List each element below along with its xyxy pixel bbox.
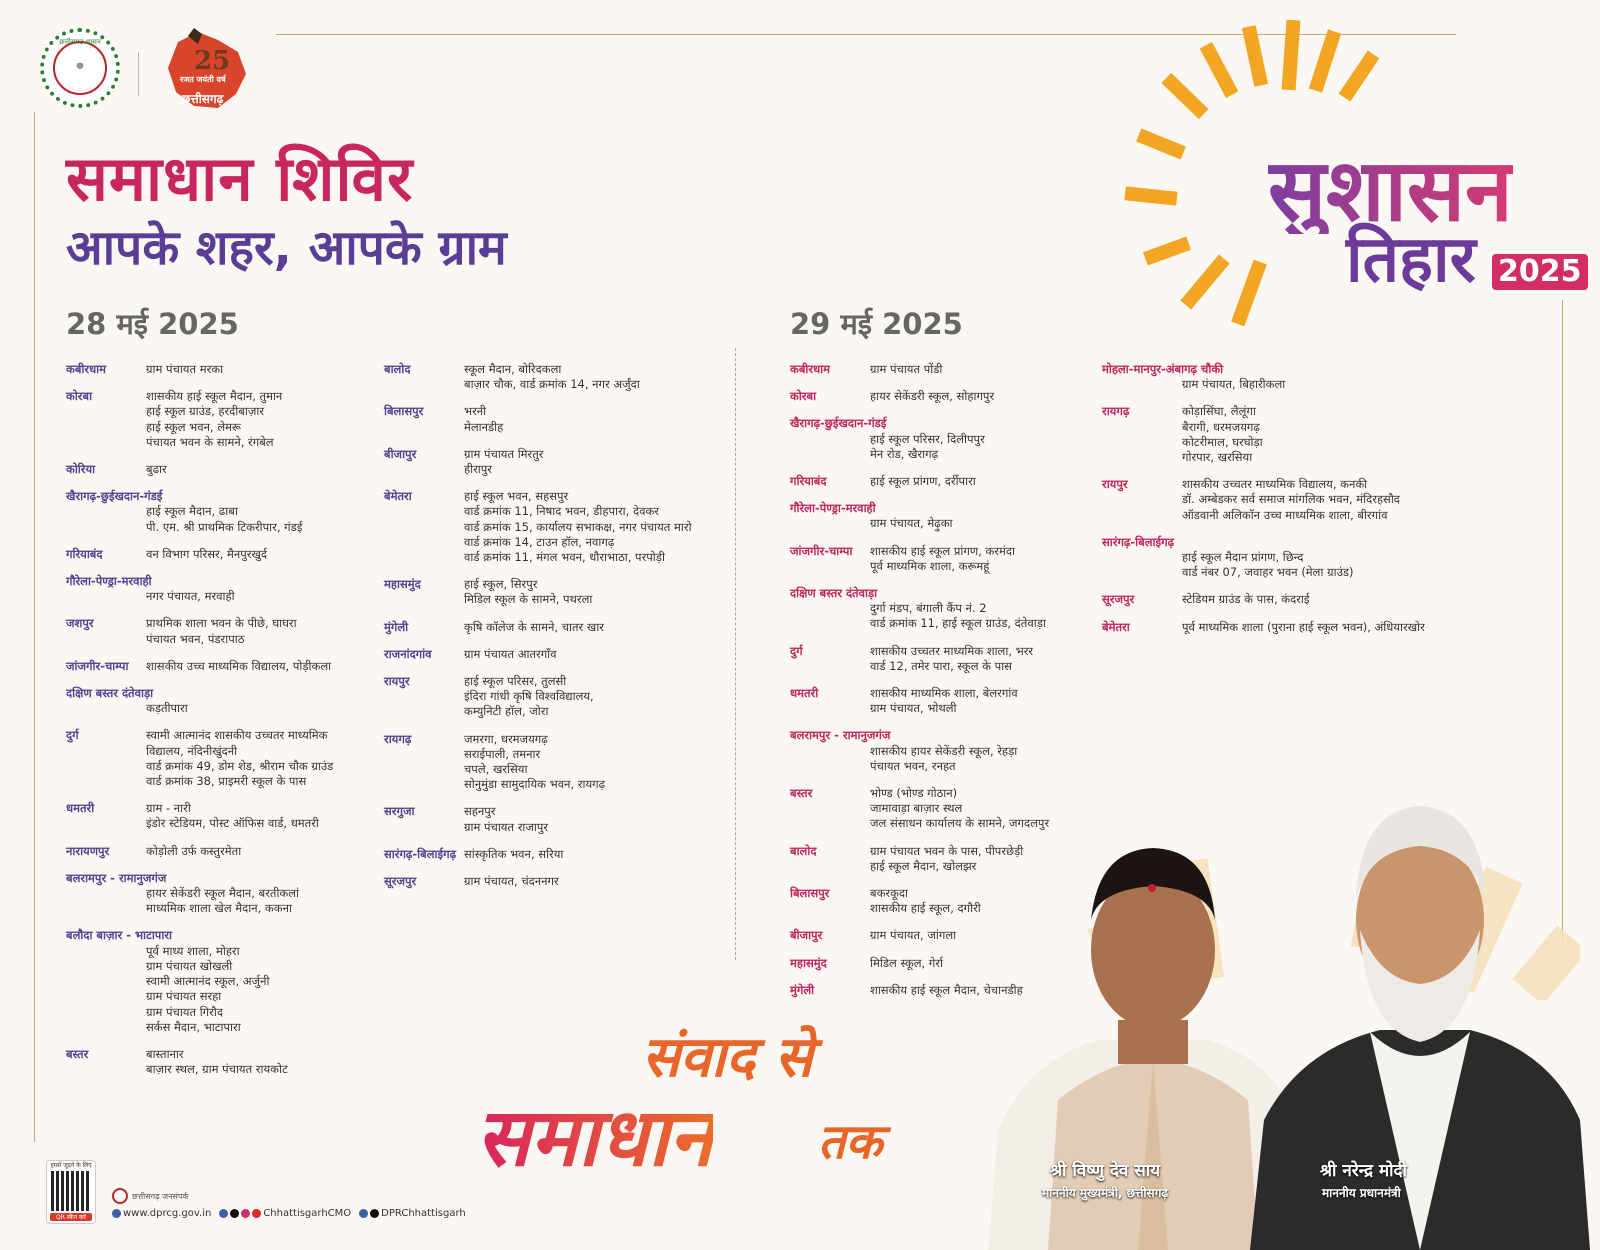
pm-name: श्री नरेन्द्र मोदी: [1320, 1161, 1407, 1181]
venue-list: [464, 647, 724, 662]
venue-list: [870, 389, 1090, 404]
venue-list: [790, 432, 1090, 462]
district-name: खैरागढ़-छुईखदान-गंडई: [790, 416, 887, 431]
venue-list: [790, 516, 1090, 531]
venue-item: ग्राम पंचायत, भोथली: [870, 701, 957, 716]
slogan-line-2: समाधान: [476, 1091, 713, 1184]
venue-item: हाई स्कूल मैदान प्रांगण, छिन्द: [1182, 550, 1304, 565]
jansampark-text: छत्तीसगढ़ जनसंपर्क: [132, 1191, 189, 1201]
venue-list: [1182, 620, 1482, 635]
venue-list: [464, 674, 724, 720]
chhattisgarh-emblem-logo: [40, 28, 120, 108]
venue-list: [464, 620, 724, 635]
venue-item: मेलानडीह: [464, 419, 504, 434]
venue-item: ग्राम पंचायत पोंडी: [870, 362, 943, 376]
venue-item: वन विभाग परिसर, मैनपुरखुर्द: [146, 546, 268, 561]
venue-item: शासकीय हाई स्कूल मैदान, चेचानडीह: [870, 982, 1023, 997]
venue-list: [870, 474, 1090, 489]
qr-scan-label: QR स्कैन करें: [50, 1213, 92, 1221]
venue-item: भोण्ड (भोण्ड गोठान): [870, 786, 958, 801]
district-name: राजनांदगांव: [384, 646, 432, 661]
venue-item: भरनी: [464, 404, 487, 419]
schedule-entry: [66, 362, 366, 377]
venue-item: ग्राम पंचायत मिरतुर: [464, 446, 544, 461]
venue-list: [464, 362, 724, 392]
schedule-entry: [790, 389, 1090, 404]
venue-list: [464, 874, 724, 889]
schedule-entry: [66, 462, 366, 477]
schedule-entry: [1102, 620, 1482, 635]
rajat-jayanti-logo: [158, 22, 254, 114]
venue-list: [870, 362, 1090, 377]
pm-title: माननीय प्रधानमंत्री: [1322, 1186, 1401, 1200]
venue-item: शासकीय हायर सेकेंडरी स्कूल, रेहड़ा: [870, 743, 1018, 758]
venue-list: [870, 786, 1090, 832]
venue-list: [146, 389, 366, 450]
schedule-entry: [66, 659, 366, 674]
schedule-entry: [1102, 535, 1482, 581]
district-name: बेमेतरा: [384, 489, 412, 504]
district-name: गरियाबंद: [66, 546, 103, 561]
venue-item: कड़तीपारा: [146, 701, 188, 716]
venue-item: स्वामी आत्मानंद शासकीय उच्चतर माध्यमिक: [146, 728, 328, 743]
venue-item: ग्राम पंचायत, मेढ़ुका: [870, 516, 953, 531]
column-divider: [735, 348, 736, 960]
venue-list: [66, 886, 366, 916]
venue-list: [1102, 550, 1482, 580]
district-name: गौरेला-पेण्ड्रा-मरवाही: [790, 501, 876, 516]
schedule-entry: [384, 732, 724, 793]
schedule-entry: [66, 801, 366, 831]
schedule-entry: [384, 447, 724, 477]
venue-item: वार्ड क्रमांक 14, टाउन हॉल, नवागढ़: [464, 534, 615, 549]
website-text: www.dprcg.gov.in: [123, 1208, 212, 1219]
qr-top-label: हमसे जुड़ने के लिए: [50, 1162, 92, 1169]
emblem-center-icon: ☸: [53, 41, 107, 95]
venue-list: [870, 644, 1090, 674]
venue-item: मेन रोड, खैरागढ़: [870, 446, 939, 461]
schedule-entry: [790, 586, 1090, 632]
venue-list: [146, 801, 366, 831]
district-name: कोरबा: [790, 389, 817, 404]
schedule-entry: [66, 616, 366, 646]
venue-list: [1182, 477, 1482, 523]
district-name: बिलासपुर: [790, 886, 830, 901]
schedule-entry: [66, 928, 366, 1034]
venue-item: शासकीय माध्यमिक शाला, बेलरगांव: [870, 686, 1018, 701]
logo-25-number: 25: [194, 46, 231, 76]
venue-item: ग्राम - नारी: [146, 801, 191, 816]
venue-item: डॉ. अम्बेडकर सर्व समाज मांगलिक भवन, मंदिरहसौद: [1182, 492, 1400, 507]
district-name: बलरामपुर - रामानुजगंज: [66, 870, 167, 885]
venue-item: सर्कस मैदान, भाटापारा: [146, 1019, 241, 1034]
cmo-handle-text: ChhattisgarhCMO: [263, 1208, 352, 1219]
schedule-entry: [66, 844, 366, 859]
venue-item: ग्राम पंचायत भवन के पास, पीपरछेड़ी: [870, 843, 1024, 858]
venue-item: ग्राम पंचायत गिरौद: [146, 1004, 223, 1019]
schedule-entry: [66, 574, 366, 604]
schedule-entry: [790, 474, 1090, 489]
sub-title: आपके शहर, आपके ग्राम: [66, 220, 507, 276]
district-name: गरियाबंद: [790, 474, 827, 489]
venue-item: ग्राम पंचायत मरका: [146, 362, 224, 376]
schedule-entry: [66, 1047, 366, 1077]
venue-item: मिडिल स्कूल, गेर्रा: [870, 955, 944, 970]
day1-column-2: [384, 362, 724, 901]
district-name: कबीरधाम: [790, 362, 831, 376]
schedule-entry: [384, 577, 724, 607]
jansampark-logo: [112, 1188, 189, 1204]
venue-item: चपले, खरसिया: [464, 762, 528, 777]
venue-item: हाई स्कूल ग्राउंड, हरदीबाज़ार: [146, 404, 265, 419]
venue-item: बाज़ार स्थल, ग्राम पंचायत रायकोट: [146, 1062, 288, 1077]
venue-item: शासकीय उच्च माध्यमिक विद्यालय, पोड़ीकला: [146, 658, 332, 673]
schedule-entry: [384, 847, 724, 862]
venue-item: ग्राम पंचायत, बिहारीकला: [1182, 377, 1286, 392]
venue-list: [146, 1047, 366, 1077]
venue-item: दुर्गा मंडप, बंगाली कैंप नं. 2: [870, 601, 987, 616]
venue-list: [146, 616, 366, 646]
district-name: नारायणपुर: [66, 843, 110, 858]
district-name: धमतरी: [790, 686, 819, 701]
venue-list: [464, 404, 724, 434]
schedule-entry: [384, 874, 724, 889]
venue-item: वार्ड नंबर 07, जवाहर भवन (मेला ग्राउंड): [1182, 565, 1354, 580]
venue-item: पंचायत भवन, रनहत: [870, 758, 956, 773]
district-name: दक्षिण बस्तर दंतेवाड़ा: [66, 686, 154, 701]
schedule-entry: [1102, 404, 1482, 465]
venue-item: ग्राम पंचायत, चंदननगर: [464, 874, 559, 889]
schedule-entry: [384, 647, 724, 662]
venue-item: ग्राम पंचायत, जांगला: [870, 928, 957, 943]
district-name: दक्षिण बस्तर दंतेवाड़ा: [790, 586, 878, 601]
district-name: जशपुर: [66, 616, 94, 631]
dpr-handle-text: DPRChhattisgarh: [381, 1208, 466, 1219]
district-name: रायगढ़: [1102, 404, 1130, 419]
schedule-entry: [790, 786, 1090, 832]
venue-item: बैरागी, धरमजयगढ़: [1182, 419, 1260, 434]
venue-item: जमरगा, धरमजयगढ़: [464, 731, 548, 746]
district-name: बलौदा बाज़ार - भाटापारा: [66, 928, 173, 943]
x-icon: [230, 1209, 239, 1218]
venue-list: [464, 804, 724, 834]
left-frame-line: [34, 112, 35, 1142]
globe-icon: [112, 1209, 121, 1218]
venue-list: [146, 659, 366, 674]
cm-title: माननीय मुख्यमंत्री, छत्तीसगढ़: [1042, 1186, 1169, 1200]
jansampark-icon: [112, 1188, 128, 1204]
website-link[interactable]: [112, 1208, 211, 1219]
slogan-line-1: संवाद से: [642, 1025, 813, 1090]
venue-item: बास्तानार: [146, 1046, 184, 1061]
venue-item: शासकीय हाई स्कूल मैदान, तुमान: [146, 389, 283, 404]
schedule-entry: [384, 404, 724, 434]
district-name: बलरामपुर - रामानुजगंज: [790, 728, 891, 743]
footer-links: [112, 1208, 466, 1219]
venue-item: सहनपुर: [464, 804, 496, 819]
venue-list: [464, 577, 724, 607]
day2-date-heading: 29 मई 2025: [790, 307, 963, 341]
venue-item: हायर सेकेंडरी स्कूल मैदान, बरतीकलां: [146, 886, 300, 901]
schedule-entry: [66, 547, 366, 562]
district-name: महासमुंद: [384, 577, 421, 592]
venue-list: [66, 701, 366, 716]
schedule-entry: [790, 416, 1090, 462]
venue-list: [146, 362, 366, 377]
venue-list: [790, 744, 1090, 774]
venue-item: बकरकूदा: [870, 886, 909, 901]
venue-list: [464, 847, 724, 862]
district-name: मुंगेली: [790, 982, 815, 997]
venue-item: जल संसाधन कार्यालय के सामने, जगदलपुर: [870, 816, 1050, 831]
venue-list: [146, 462, 366, 477]
district-name: बस्तर: [66, 1046, 89, 1061]
venue-item: इंदिरा गांधी कृषि विश्वविद्यालय,: [464, 689, 594, 704]
schedule-entry: [790, 544, 1090, 574]
youtube-icon: [252, 1209, 261, 1218]
venue-item: पूर्व माध्यमिक शाला (पुराना हाई स्कूल भवन), अंधियारखोर: [1182, 619, 1425, 634]
day2-column-2: [1102, 362, 1482, 647]
day1-column-1: [66, 362, 366, 1089]
schedule-entry: [66, 728, 366, 789]
venue-item: हाई स्कूल भवन, लेमरू: [146, 419, 241, 434]
district-name: मोहला-मानपुर-अंबागढ़ चौकी: [1102, 362, 1224, 376]
venue-list: [790, 601, 1090, 631]
venue-item: वार्ड क्रमांक 49, डोम शेड, श्रीराम चौक ग्राउंड: [146, 758, 334, 773]
schedule-entry: [384, 674, 724, 720]
venue-list: [66, 944, 366, 1035]
district-name: गौरेला-पेण्ड्रा-मरवाही: [66, 574, 152, 589]
district-name: दुर्ग: [790, 643, 803, 658]
district-name: कोरिया: [66, 462, 96, 477]
schedule-entry: [66, 489, 366, 535]
venue-item: पूर्व माध्य शाला, मोहरा: [146, 943, 240, 958]
venue-item: हाई स्कूल मैदान, ढाबा: [146, 504, 238, 519]
district-name: रायगढ़: [384, 731, 412, 746]
schedule-entry: [790, 501, 1090, 531]
venue-item: हाई स्कूल प्रांगण, दर्रीपारा: [870, 474, 976, 489]
schedule-entry: [790, 362, 1090, 377]
venue-item: स्टेडियम ग्राउंड के पास, कंदराई: [1182, 592, 1310, 607]
venue-list: [1182, 592, 1482, 607]
venue-item: कोटरीमाल, घरघोड़ा: [1182, 434, 1263, 449]
x-icon: [370, 1209, 379, 1218]
prime-minister-portrait: [1250, 780, 1590, 1250]
brand-year-badge: 2025: [1492, 254, 1588, 290]
venue-list: [146, 547, 366, 562]
venue-item: वार्ड क्रमांक 38, प्राइमरी स्कूल के पास: [146, 774, 307, 789]
logo-25-state: छत्तीसगढ़: [182, 92, 224, 106]
venue-item: हाई स्कूल मैदान, खोलझर: [870, 858, 977, 873]
district-name: सूरजपुर: [1102, 592, 1135, 607]
schedule-entry: [66, 389, 366, 450]
venue-item: ग्राम पंचायत आतरगाँव: [464, 646, 557, 661]
venue-item: हीरापुर: [464, 462, 493, 477]
venue-item: हाई स्कूल, सिरपुर: [464, 577, 538, 592]
venue-item: इंडोर स्टेडियम, पोस्ट ऑफिस वार्ड, धमतरी: [146, 816, 319, 831]
schedule-entry: [790, 728, 1090, 774]
qr-code-box[interactable]: [46, 1160, 96, 1224]
venue-item: पूर्व माध्यमिक शाला, करूमहूं: [870, 558, 990, 573]
district-name: रायपुर: [384, 674, 410, 689]
brand-tihar: तिहार: [1346, 223, 1476, 297]
venue-item: मिडिल स्कूल के सामने, पथरला: [464, 592, 593, 607]
venue-item: हायर सेकेंडरी स्कूल, सोहागपुर: [870, 389, 995, 404]
dpr-handle-link[interactable]: [359, 1208, 466, 1219]
district-name: बीजापुर: [790, 928, 823, 943]
district-name: बेमेतरा: [1102, 619, 1130, 634]
venue-item: जामावाड़ा बाज़ार स्थल: [870, 801, 963, 816]
district-name: सूरजपुर: [384, 874, 417, 889]
venue-list: [66, 504, 366, 534]
district-name: बीजापुर: [384, 446, 417, 461]
schedule-entry: [384, 489, 724, 565]
district-name: बालोद: [790, 843, 817, 858]
venue-item: सोनुमुंडा सामुदायिक भवन, रायगढ़: [464, 777, 606, 792]
venue-list: [464, 489, 724, 565]
district-name: धमतरी: [66, 801, 95, 816]
district-name: जांजगीर-चाम्पा: [790, 543, 853, 558]
district-name: बालोद: [384, 362, 411, 376]
venue-list: [464, 447, 724, 477]
district-name: कोरबा: [66, 389, 93, 404]
schedule-entry: [384, 362, 724, 392]
venue-item: कोड़ासिंघा, लैलूंगा: [1182, 404, 1256, 419]
venue-list: [66, 589, 366, 604]
venue-item: प्राथमिक शाला भवन के पीछे, घाघरा: [146, 616, 297, 631]
district-name: सारंगढ़-बिलाईगढ़: [384, 846, 457, 861]
venue-item: माध्यमिक शाला खेल मैदान, ककना: [146, 901, 292, 916]
venue-item: ग्राम पंचायत राजापुर: [464, 819, 549, 834]
venue-item: कम्युनिटी हॉल, जोरा: [464, 704, 549, 719]
cmo-handle-link[interactable]: [219, 1208, 351, 1219]
qr-code-icon: [51, 1171, 91, 1211]
venue-list: [870, 544, 1090, 574]
venue-item: वार्ड क्रमांक 11, निषाद भवन, डीहपारा, देवकर: [464, 504, 659, 519]
instagram-icon: [241, 1209, 250, 1218]
venue-item: ग्राम पंचायत सरहा: [146, 989, 222, 1004]
facebook-icon: [359, 1209, 368, 1218]
logo-25-subtitle: रजत जयंती वर्ष: [180, 75, 226, 84]
venue-item: वार्ड क्रमांक 11, हाई स्कूल ग्राउंड, दंतेवाड़ा: [870, 616, 1046, 631]
schedule-entry: [1102, 477, 1482, 523]
district-name: बिलासपुर: [384, 404, 424, 419]
venue-list: [146, 844, 366, 859]
venue-list: [146, 728, 366, 789]
district-name: महासमुंद: [790, 955, 827, 970]
venue-item: नगर पंचायत, मरवाही: [146, 589, 235, 604]
venue-item: हाई स्कूल परिसर, तुलसी: [464, 674, 567, 689]
cm-name: श्री विष्णु देव साय: [1050, 1161, 1161, 1181]
venue-item: पंचायत भवन, पंडरापाठ: [146, 631, 245, 646]
venue-item: ऑडवानी अलिकॉन उच्च माध्यमिक शाला, बीरगांव: [1182, 507, 1388, 522]
district-name: रायपुर: [1102, 477, 1128, 492]
district-name: बस्तर: [790, 786, 813, 801]
venue-item: पी. एम. श्री प्राथमिक टिकरीपार, गंडई: [146, 519, 303, 534]
schedule-entry: [1102, 362, 1482, 392]
venue-list: [464, 732, 724, 793]
venue-item: पंचायत भवन के सामने, रंगबेल: [146, 434, 274, 449]
venue-item: सराईपाली, तमनार: [464, 746, 541, 761]
schedule-entry: [790, 686, 1090, 716]
district-name: मुंगेली: [384, 619, 409, 634]
brand-sushasan: सुशासन: [1268, 141, 1513, 241]
schedule-entry: [790, 644, 1090, 674]
day1-date-heading: 28 मई 2025: [66, 307, 239, 341]
slogan-line-3: तक: [818, 1114, 883, 1170]
venue-item: शासकीय उच्चतर माध्यमिक विद्यालय, कनकी: [1182, 477, 1368, 492]
emblem-text: छत्तीसगढ़ शासन: [59, 38, 101, 46]
venue-item: सांस्कृतिक भवन, सरिया: [464, 846, 564, 861]
venue-item: शासकीय उच्चतर माध्यमिक शाला, भरर: [870, 643, 1034, 658]
main-title: समाधान शिविर: [66, 142, 414, 215]
venue-item: शासकीय हाई स्कूल प्रांगण, करमंदा: [870, 543, 1015, 558]
venue-item: विद्यालय, नंदिनीखुंदनी: [146, 743, 238, 758]
venue-item: हाई स्कूल परिसर, दिलीपपुर: [870, 431, 985, 446]
district-name: दुर्ग: [66, 728, 79, 743]
venue-item: वार्ड क्रमांक 11, मंगल भवन, धौराभाठा, परपोड़ी: [464, 550, 665, 565]
schedule-entry: [1102, 592, 1482, 607]
venue-list: [1102, 377, 1482, 392]
venue-item: कृषि कॉलेज के सामने, चातर खार: [464, 619, 605, 634]
schedule-entry: [384, 804, 724, 834]
venue-item: वार्ड 12, तमेर पारा, स्कूल के पास: [870, 658, 1012, 673]
district-name: सरगुजा: [384, 804, 415, 819]
venue-item: बाज़ार चौक, वार्ड क्रमांक 14, नगर अर्जुंदा: [464, 377, 640, 392]
logo-separator: [138, 52, 139, 96]
schedule-entry: [384, 620, 724, 635]
district-name: सारंगढ़-बिलाईगढ़: [1102, 534, 1175, 549]
schedule-entry: [66, 871, 366, 917]
district-name: जांजगीर-चाम्पा: [66, 658, 129, 673]
venue-item: ग्राम पंचायत खोखली: [146, 958, 233, 973]
venue-list: [1182, 404, 1482, 465]
venue-item: हाई स्कूल भवन, सहसपुर: [464, 489, 569, 504]
venue-item: कोड़ोली उर्फ कस्तुरमेता: [146, 843, 242, 858]
district-name: कबीरधाम: [66, 362, 107, 376]
venue-item: बुढार: [146, 462, 167, 477]
venue-list: [870, 686, 1090, 716]
venue-item: शासकीय हाई स्कूल, दगौरी: [870, 901, 981, 916]
district-name: खैरागढ़-छुईखदान-गंडई: [66, 489, 163, 504]
venue-item: स्कूल मैदान, बोरिदकला: [464, 362, 562, 376]
venue-item: वार्ड क्रमांक 15, कार्यालय सभाकक्ष, नगर पंचायत मारो: [464, 519, 692, 534]
schedule-entry: [66, 686, 366, 716]
venue-item: स्वामी आत्मानंद स्कूल, अर्जुनी: [146, 974, 270, 989]
venue-item: गोरपार, खरसिया: [1182, 450, 1253, 465]
facebook-icon: [219, 1209, 228, 1218]
